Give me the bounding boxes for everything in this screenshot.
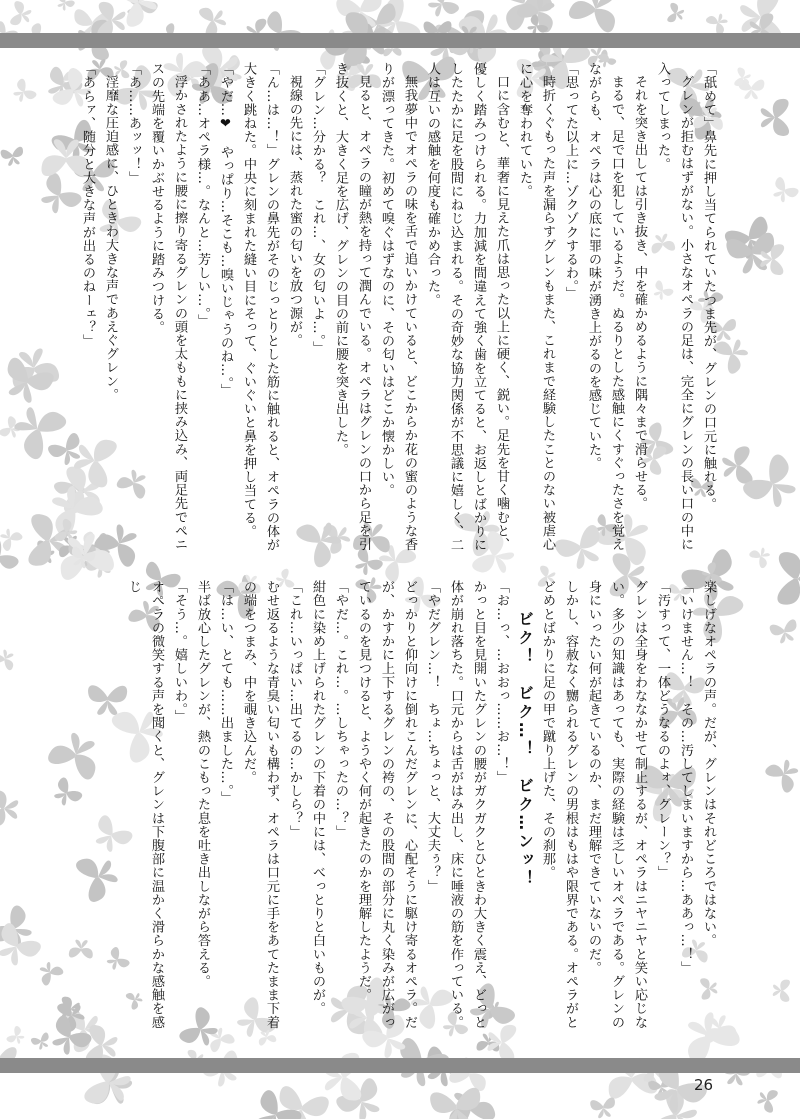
text-paragraph: 「これ…いっぱい…出てるの…かしら？」: [287, 580, 302, 839]
page-number: 26: [694, 1076, 714, 1094]
butterfly-icon: [590, 1097, 617, 1119]
text-paragraph: 「やだ…。これ…。…しちゃったの…？」: [333, 580, 348, 839]
butterfly-icon: [748, 544, 773, 570]
butterfly-icon: [567, 0, 624, 34]
text-paragraph: グレンは全身をわななかせて制止するが、オペラはニヤニヤと笑い応じない。多少の知識はあっても、実際の経験は乏しいオペラである。グレンの身にいったい何が起きているのか、まだ理解できていないのだ。: [586, 580, 647, 1029]
text-paragraph: 時折くぐもった声を漏らすグレンもまた、これまで経験したことのない被虐心に心を奪われていた。: [517, 62, 555, 552]
footer-band: [0, 1058, 800, 1073]
text-paragraph: 淫靡な圧迫感に、ひときわ大きな声であえぐグレン。: [103, 75, 118, 402]
text-paragraph: どっかりと仰向けに倒れこんだグレンに、心配そうに駆け寄るオペラ。だが、かすかに上下するグレンの袴の、その股間の部分に丸く染みが広がっているのを見つけると、ようやく何が起きたのかを理解したようだ。: [356, 580, 417, 1029]
text-paragraph: 楽しげなオペラの声。だが、グレンはそれどころではない。: [701, 580, 716, 948]
butterfly-icon: [667, 2, 685, 24]
text-paragraph: 「グレン…分かる？ これ…、女の匂いよ…。」: [310, 62, 325, 355]
text-paragraph: 「は…い、とても……出ました…。」: [218, 580, 233, 805]
butterfly-icon: [0, 790, 19, 828]
text-paragraph: まるで、足で口を犯しているようだ。ぬるりとした感触にくすぐったさを覚えながらも、オペラは心の底に罪の味が湧き上がるのを感じていた。: [586, 62, 624, 552]
text-paragraph: 無我夢中でオペラの味を舌で追いかけていると、どこからか花の蜜のような香りが漂ってきた。初めて嗅ぐはずなのに、その匂いはどこか懐かしい。: [379, 62, 417, 552]
lower-text-column: [65, 580, 720, 1030]
butterfly-icon: [423, 0, 460, 23]
sound-effect-text: ビク！ ビク…！ ビク…ンッ！: [516, 611, 534, 889]
upper-text-column: [65, 62, 720, 552]
text-paragraph: グレンが拒むはずがない。小さなオペラの足は、完全にグレンの長い口の中に入ってしまった。: [655, 62, 693, 552]
text-paragraph: 「やだ…❤ やっぱり…そこも…嗅いじゃうのね…。」: [218, 62, 233, 398]
text-paragraph: 半ば放心したグレンが、熱のこもった息を吐き出しながら答える。: [195, 580, 210, 988]
text-paragraph: 「ああ…オペラ様…。なんと…芳しい…。」: [195, 62, 210, 328]
text-paragraph: 「思ってた以上に…ゾクゾクするわ。」: [563, 62, 578, 301]
text-paragraph: 「汚すって、一体どうなるのよォ、グレーン？」: [655, 580, 670, 880]
butterfly-icon: [777, 552, 800, 606]
text-paragraph: 「あらァ、随分と大きな声が出るのねーェ？」: [80, 62, 95, 348]
text-paragraph: 「やだグレン…！ ちょ…ちょっと、大丈夫ぅ？」: [425, 580, 440, 893]
header-band: [0, 33, 800, 48]
text-paragraph: 「お…っ、…おおっ……お…！」: [494, 580, 509, 784]
butterfly-icon: [30, 1032, 52, 1052]
text-paragraph: むせ返るような青臭い匂いも構わず、オペラは口元に手をあてたまま下着の端をつまみ、中を覗き込んだ。: [241, 580, 279, 1029]
text-paragraph: 「あ……あッッ！」: [126, 62, 141, 185]
butterfly-icon: [764, 754, 800, 795]
butterfly-icon: [9, 78, 37, 107]
butterfly-icon: [721, 446, 753, 486]
text-paragraph: 「いけません…！ その…汚してしまいますから…ああっ…！」: [678, 580, 693, 975]
butterfly-icon: [768, 176, 800, 206]
butterfly-icon: [10, 0, 33, 28]
text-paragraph: オペラの微笑する声を聞くと、グレンは下腹部に温かく滑らかな感触を感じ: [126, 580, 164, 1029]
text-paragraph: かっと目を見開いたグレンの腰がガクガクとひときわ大きく震え、どっと体が崩れ落ちた。口元からは舌がはみ出し、床に唾液の筋を作っている。: [448, 580, 486, 1029]
text-paragraph: しかし、容赦なく嬲られるグレンの男根はもはや限界である。オペラがとどめとばかりに足の甲で蹴り上げた、その刹那。: [540, 580, 578, 1029]
text-paragraph: それを突き出しては引き抜き、中を確かめるように隅々まで滑らせる。: [632, 75, 647, 511]
butterfly-icon: [54, 0, 76, 13]
text-paragraph: 視線の先には、蒸れた蜜の匂いを放つ源が。: [287, 75, 302, 348]
butterfly-icon: [0, 146, 25, 167]
butterfly-icon: [772, 979, 790, 1002]
butterfly-icon: [756, 1087, 779, 1114]
butterfly-icon: [769, 619, 800, 646]
text-paragraph: 紺色に染め上げられたグレンの下着の中には、べっとりと白いものが。: [310, 580, 325, 1016]
text-paragraph: 口に含むと、華奢に見えた爪は思った以上に硬く、鋭い。足先を甘く噛むと、優しく踏みつけられる。力加減を間違えて強く歯を立てると、お返しとばかりにしたたかに足を股間にねじ込まれる。その奇妙な協力関係が不思議に嬉しく、二人は互いの感触を何度も確かめ合った。: [425, 62, 509, 552]
butterfly-icon: [741, 452, 800, 517]
butterfly-icon: [0, 921, 43, 972]
text-paragraph: 「ん…は…！」グレンの鼻先がそのじっとりとした筋に触れると、オペラの体が大きく跳ねた。中央に刻まれた縫い目にそって、ぐいぐいと鼻を押し当てる。: [241, 62, 279, 552]
text-paragraph: 浮かされたように腰に擦り寄るグレンの頭を太ももに挟み込み、両足先でペニスの先端を覆いかぶせるように踏みつける。: [149, 62, 187, 552]
butterfly-icon: [0, 525, 24, 552]
text-paragraph: 「舐めて」鼻先に押し当てられていたつま先が、グレンの口元に触れる。: [701, 62, 716, 511]
butterfly-icon: [760, 99, 789, 137]
text-paragraph: 見ると、オペラの瞳が熱を持って潤んでいる。オペラはグレンの口から足を引き抜くと、大きく足を広げ、グレンの目の前に腰を突き出した。: [333, 62, 371, 552]
text-paragraph: 「そう…。嬉しいわ。」: [172, 580, 187, 723]
butterfly-icon: [35, 958, 65, 987]
butterfly-icon: [0, 647, 18, 671]
butterfly-icon: [6, 1025, 28, 1048]
